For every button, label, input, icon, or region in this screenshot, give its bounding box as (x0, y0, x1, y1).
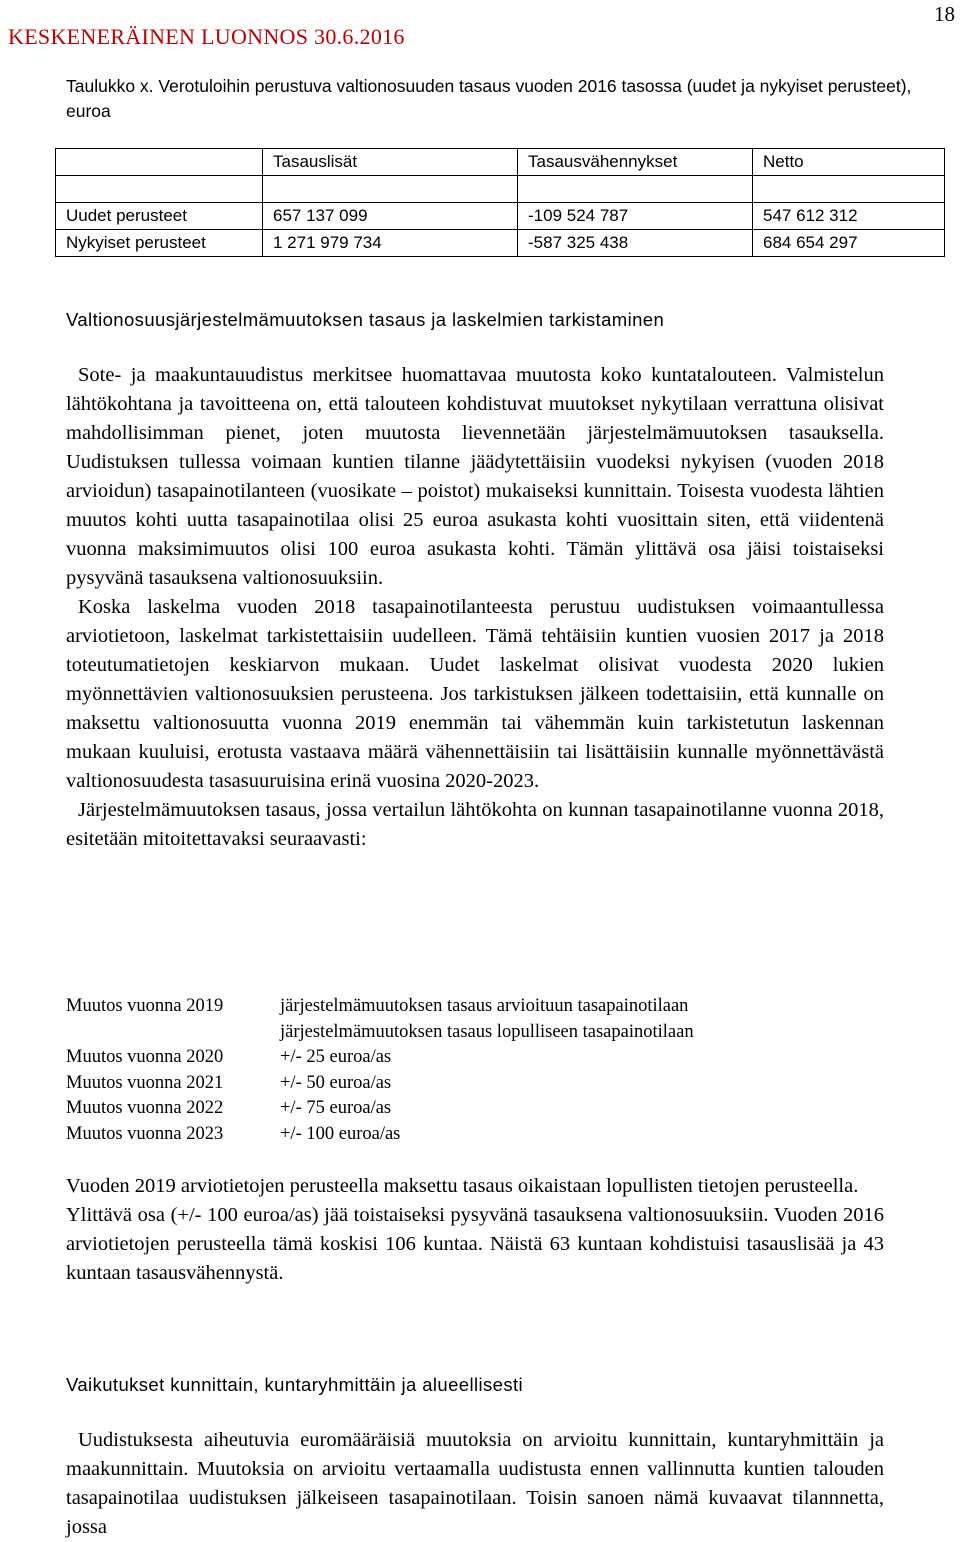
schedule-value: +/- 100 euroa/as (280, 1123, 401, 1144)
table-cell (518, 176, 753, 203)
table-cell (263, 176, 518, 203)
paragraph: Uudistuksesta aiheutuvia euromääräisiä muutoksia on arvioitu kunnittain, kuntaryhmittäin ja maakunnittain. Muutoksia on arvioitu vertaamalla uudistusta ennen vallinnutta kuntien talouden tasapainotilaa uudistuksen jälkeiseen tasapainotilaan. Toisin sanoen nämä kuvaavat tilannnetta, jossa (66, 1429, 884, 1538)
section-body (66, 361, 884, 854)
paragraph: Vuoden 2019 arviotietojen perusteella maksettu tasaus oikaistaan lopullisten tietojen perusteella. (66, 1175, 859, 1197)
table-header-cell: Tasauslisät (263, 149, 518, 176)
schedule-label: Muutos vuonna 2019 (66, 996, 224, 1016)
table-cell: 684 654 297 (753, 230, 945, 257)
section-heading: Valtionosuusjärjestelmämuutoksen tasaus ja laskelmien tarkistaminen (66, 309, 665, 330)
schedule-label: Muutos vuonna 2023 (66, 1123, 224, 1144)
schedule-value: +/- 75 euroa/as (280, 1098, 392, 1118)
table-caption: Taulukko x. Verotuloihin perustuva valtionosuuden tasaus vuoden 2016 tasossa (uudet ja nykyiset perusteet), euroa (66, 76, 912, 121)
table-row (56, 203, 945, 230)
table-cell: -587 325 438 (518, 230, 753, 257)
table-empty-row (56, 176, 945, 203)
table-header-cell (56, 149, 263, 176)
section-body (66, 1426, 884, 1542)
paragraph: Sote- ja maakuntauudistus merkitsee huomattavaa muutosta koko kuntatalouteen. Valmistelun lähtökohtana ja tavoitteena on, että talouteen kohdistuvat muutokset nykytilaan verrattuna olisivat mahdollisimman pienet, joten muutosta lievennetään järjestelmämuutoksen tasauksella. Uudistuksen tullessa voimaan kuntien tilanne jäädytettäisiin vuodeksi nykyisen (vuoden 2018 arvioidun) tasapainotilanteen (vuosikate – poistot) mukaiseksi kunnittain. Toisesta vuodesta lähtien muutos kohti uutta tasapainotilaa olisi 25 euroa asukasta kohti vuosittain siten, että viidentenä vuonna maksimimuutos olisi 100 euroa asukasta kohti. Tämän ylittävä osa jäisi toistaiseksi pysyvänä tasauksena valtionosuuksiin. (66, 364, 884, 589)
section-heading: Vaikutukset kunnittain, kuntaryhmittäin ja alueellisesti (66, 1374, 524, 1395)
equalization-table (55, 148, 945, 257)
table-cell: Nykyiset perusteet (56, 230, 263, 257)
table-header-cell: Netto (753, 149, 945, 176)
table-cell (753, 176, 945, 203)
schedule-value: järjestelmämuutoksen tasaus arvioituun tasapainotilaan (280, 996, 689, 1016)
schedule-value: +/- 25 euroa/as (280, 1047, 392, 1067)
after-schedule-body (66, 1172, 884, 1288)
table-cell: -109 524 787 (518, 203, 753, 230)
schedule-label: Muutos vuonna 2020 (66, 1047, 224, 1067)
schedule-value: järjestelmämuutoksen tasaus lopulliseen tasapainotilaan (280, 1021, 694, 1042)
table-cell: 657 137 099 (263, 203, 518, 230)
table-cell: 1 271 979 734 (263, 230, 518, 257)
table-row (56, 230, 945, 257)
paragraph: Koska laskelma vuoden 2018 tasapainotilanteesta perustuu uudistuksen voimaantullessa arviotietoon, laskelmat tarkistettaisiin uudelleen. Tämä tehtäisiin kuntien vuosien 2017 ja 2018 toteutumatietojen keskiarvon mukaan. Uudet laskelmat olisivat vuodesta 2020 lukien myönnettävien valtionosuuksien perusteena. Jos tarkistuksen jälkeen todettaisiin, että kunnalle on maksettu valtionosuutta vuonna 2019 enemmän tai vähemmän kuin tarkistetutun laskennan mukaan kuuluisi, erotusta vastaava määrä vähennettäisiin tai lisättäisiin kunnalle myönnettävästä valtionosuudesta tasasuuruisina erinä vuosina 2020-2023. (66, 596, 884, 792)
paragraph: Ylittävä osa (+/- 100 euroa/as) jää toistaiseksi pysyvänä tasauksena valtionosuuksiin. Vuoden 2016 arviotietojen perusteella tämä koskisi 106 kuntaa. Näistä 63 kuntaan kohdistuisi tasauslisää ja 43 kuntaan tasausvähennystä. (66, 1204, 884, 1284)
table-cell: Uudet perusteet (56, 203, 263, 230)
schedule-label: Muutos vuonna 2022 (66, 1098, 224, 1118)
table-cell (56, 176, 263, 203)
table-cell: 547 612 312 (753, 203, 945, 230)
table-header-row (56, 149, 945, 176)
draft-label: KESKENERÄINEN LUONNOS 30.6.2016 (8, 24, 405, 49)
table-header-cell: Tasausvähennykset (518, 149, 753, 176)
schedule-value: +/- 50 euroa/as (280, 1072, 392, 1093)
schedule-label: Muutos vuonna 2021 (66, 1072, 224, 1093)
paragraph: Järjestelmämuutoksen tasaus, jossa vertailun lähtökohta on kunnan tasapainotilanne vuonna 2018, esitetään mitoitettavaksi seuraavasti: (66, 799, 884, 850)
page-number: 18 (934, 2, 955, 26)
